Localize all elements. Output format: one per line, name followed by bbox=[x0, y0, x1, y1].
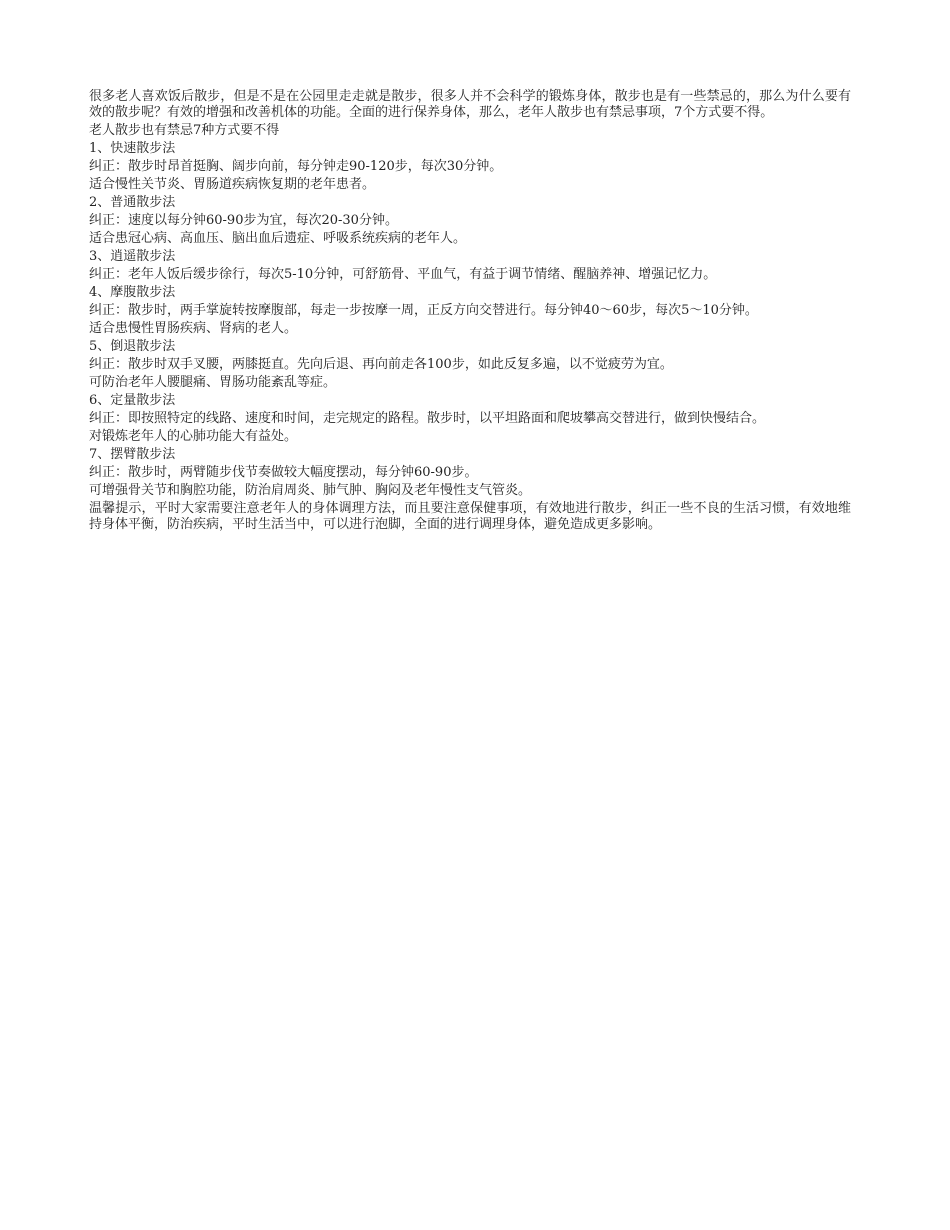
article-body bbox=[89, 89, 851, 535]
section-heading: 6、定量散步法 bbox=[89, 393, 176, 408]
section-paragraph: 纠正：老年人饭后缓步徐行，每次5-10分钟，可舒筋骨、平血气，有益于调节情绪、醒脑养神、增强记忆力。 bbox=[89, 267, 717, 282]
section-paragraph: 适合患冠心病、高血压、脑出血后遗症、呼吸系统疾病的老年人。 bbox=[89, 231, 467, 246]
section-paragraph: 对锻炼老年人的心肺功能大有益处。 bbox=[89, 429, 298, 444]
section-heading: 4、摩腹散步法 bbox=[89, 285, 176, 300]
section-heading: 5、倒退散步法 bbox=[89, 339, 176, 354]
section-paragraph: 可增强骨关节和胸腔功能，防治肩周炎、肺气肿、胸闷及老年慢性支气管炎。 bbox=[89, 483, 532, 498]
section-1 bbox=[89, 141, 851, 193]
section-paragraph: 纠正：散步时双手叉腰，两膝挺直。先向后退、再向前走各100步，如此反复多遍，以不觉疲劳为宜。 bbox=[89, 357, 673, 372]
section-paragraph: 适合慢性关节炎、胃肠道疾病恢复期的老年患者。 bbox=[89, 177, 376, 192]
section-3 bbox=[89, 249, 851, 283]
section-5 bbox=[89, 339, 851, 391]
section-heading: 2、普通散步法 bbox=[89, 195, 176, 210]
section-paragraph: 纠正：速度以每分钟60-90步为宜，每次20-30分钟。 bbox=[89, 213, 398, 228]
section-2 bbox=[89, 195, 851, 247]
section-paragraph: 可防治老年人腰腿痛、胃肠功能紊乱等症。 bbox=[89, 375, 337, 390]
section-paragraph: 适合患慢性胃肠疾病、肾病的老人。 bbox=[89, 321, 298, 336]
section-paragraph: 纠正：散步时，两臂随步伐节奏做较大幅度摆动，每分钟60-90步。 bbox=[89, 465, 478, 480]
section-7 bbox=[89, 447, 851, 499]
article-subtitle: 老人散步也有禁忌7种方式要不得 bbox=[89, 123, 280, 138]
section-paragraph: 纠正：散步时昂首挺胸、阔步向前，每分钟走90-120步，每次30分钟。 bbox=[89, 159, 503, 174]
section-heading: 3、逍遥散步法 bbox=[89, 249, 176, 264]
section-4 bbox=[89, 285, 851, 337]
section-paragraph: 纠正：即按照特定的线路、速度和时间，走完规定的路程。散步时，以平坦路面和爬坡攀高交替进行，做到快慢结合。 bbox=[89, 411, 766, 426]
intro-paragraph: 很多老人喜欢饭后散步，但是不是在公园里走走就是散步，很多人并不会科学的锻炼身体，散步也是有一些禁忌的，那么为什么要有效的散步呢？有效的增强和改善机体的功能。全面的进行保养身体，那么，老年人散步也有禁忌事项，7个方式要不得。 bbox=[89, 89, 851, 120]
section-6 bbox=[89, 393, 851, 445]
section-heading: 7、摆臂散步法 bbox=[89, 447, 176, 462]
section-paragraph: 纠正：散步时，两手掌旋转按摩腹部，每走一步按摩一周，正反方向交替进行。每分钟40～60步，每次5～10分钟。 bbox=[89, 303, 758, 318]
section-heading: 1、快速散步法 bbox=[89, 141, 176, 156]
closing-paragraph: 温馨提示，平时大家需要注意老年人的身体调理方法，而且要注意保健事项，有效地进行散步，纠正一些不良的生活习惯，有效地维持身体平衡，防治疾病，平时生活当中，可以进行泡脚，全面的进行调理身体，避免造成更多影响。 bbox=[89, 501, 851, 532]
